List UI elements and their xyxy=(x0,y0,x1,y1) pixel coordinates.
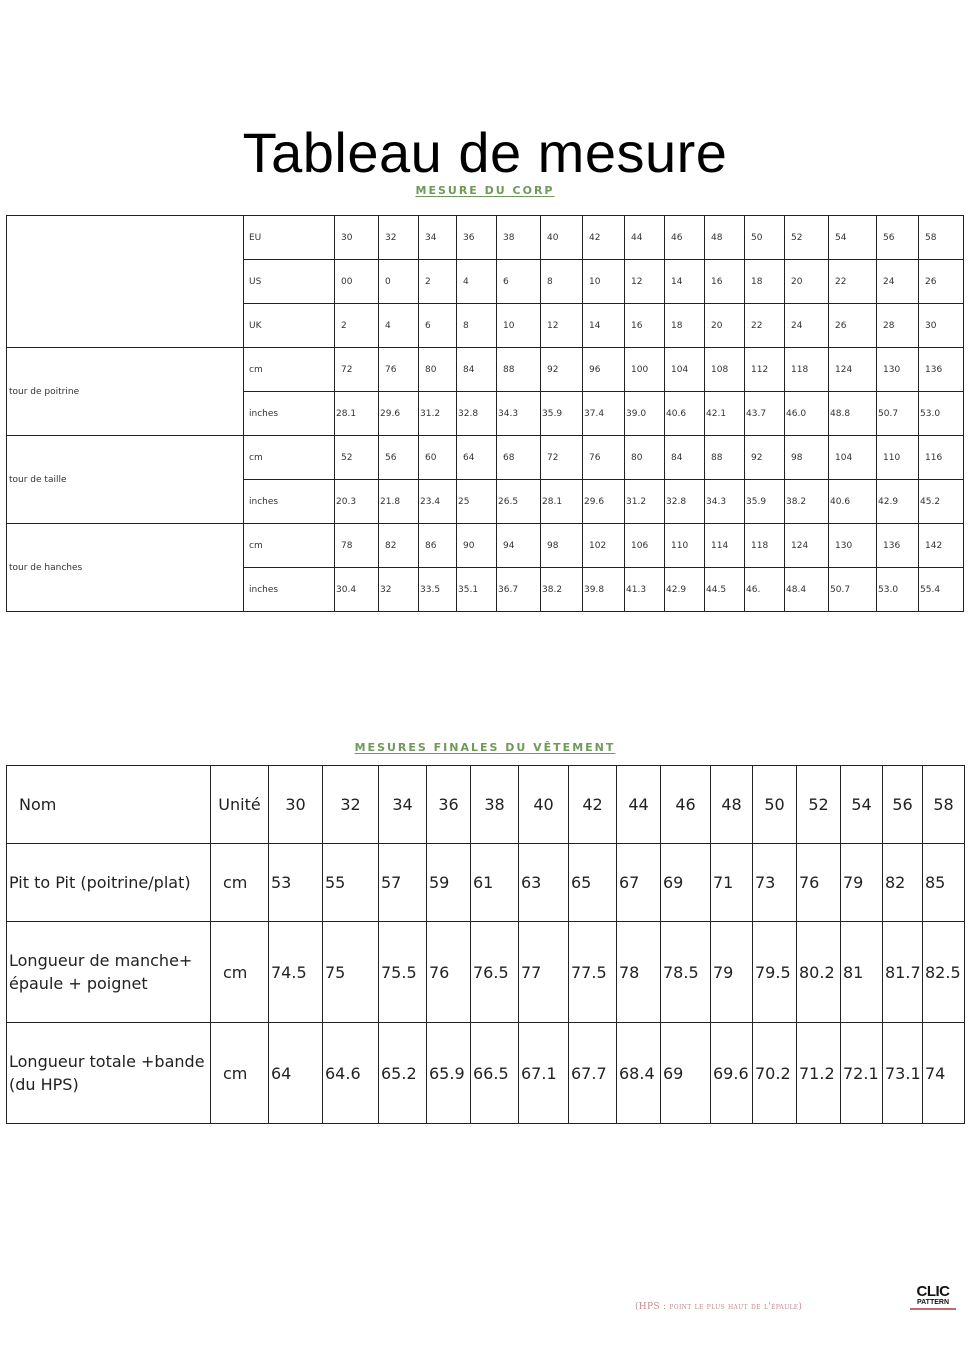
size-cell: 52 xyxy=(785,216,829,260)
value-cell: 29.6 xyxy=(583,480,625,524)
value-cell: 20.3 xyxy=(335,480,379,524)
value-cell: 41.3 xyxy=(625,568,665,612)
value-cell: 42.1 xyxy=(705,392,745,436)
value-cell: 29.6 xyxy=(379,392,419,436)
size-cell: 2 xyxy=(335,304,379,348)
value-cell: 39.8 xyxy=(583,568,625,612)
value-cell: 102 xyxy=(583,524,625,568)
garment-value: 69.6 xyxy=(711,1023,753,1124)
garment-value: 71 xyxy=(711,844,753,922)
value-cell: 78 xyxy=(335,524,379,568)
size-cell: 30 xyxy=(919,304,964,348)
size-cell: 4 xyxy=(379,304,419,348)
measurement-name: tour de hanches xyxy=(7,524,244,612)
value-cell: 88 xyxy=(705,436,745,480)
garment-value: 65.2 xyxy=(379,1023,427,1124)
size-cell: 22 xyxy=(829,260,877,304)
value-cell: 33.5 xyxy=(419,568,457,612)
garment-value: 66.5 xyxy=(471,1023,519,1124)
header-size: 32 xyxy=(323,766,379,844)
size-cell: 24 xyxy=(785,304,829,348)
garment-value: 75 xyxy=(323,922,379,1023)
value-cell: 130 xyxy=(877,348,919,392)
value-cell: 21.8 xyxy=(379,480,419,524)
value-cell: 37.4 xyxy=(583,392,625,436)
size-system-label: UK xyxy=(244,304,335,348)
value-cell: 92 xyxy=(541,348,583,392)
value-cell: 23.4 xyxy=(419,480,457,524)
size-cell: 16 xyxy=(625,304,665,348)
value-cell: 38.2 xyxy=(541,568,583,612)
header-size: 54 xyxy=(841,766,883,844)
garment-value: 65 xyxy=(569,844,617,922)
value-cell: 55.4 xyxy=(919,568,964,612)
garment-unit: cm xyxy=(211,844,269,922)
value-cell: 98 xyxy=(541,524,583,568)
clic-pattern-logo xyxy=(910,1285,956,1310)
value-cell: 108 xyxy=(705,348,745,392)
body-measurements-heading: MESURE DU CORP xyxy=(415,184,555,197)
garment-value: 76 xyxy=(427,922,471,1023)
value-cell: 68 xyxy=(497,436,541,480)
logo-line2: PATTERN xyxy=(910,1299,956,1310)
header-unit: Unité xyxy=(211,766,269,844)
value-cell: 76 xyxy=(379,348,419,392)
value-cell: 40.6 xyxy=(665,392,705,436)
value-cell: 124 xyxy=(829,348,877,392)
value-cell: 98 xyxy=(785,436,829,480)
size-cell: 40 xyxy=(541,216,583,260)
garment-value: 82 xyxy=(883,844,923,922)
value-cell: 45.2 xyxy=(919,480,964,524)
garment-measurements-heading: MESURES FINALES DU VÊTEMENT xyxy=(354,741,616,754)
garment-measure-name: Longueur de manche+ épaule + poignet xyxy=(7,922,211,1023)
garment-value: 69 xyxy=(661,844,711,922)
garment-value: 73.1 xyxy=(883,1023,923,1124)
garment-value: 72.1 xyxy=(841,1023,883,1124)
unit-label: cm xyxy=(244,348,335,392)
size-cell: 0 xyxy=(379,260,419,304)
garment-value: 73 xyxy=(753,844,797,922)
value-cell: 31.2 xyxy=(625,480,665,524)
value-cell: 28.1 xyxy=(541,480,583,524)
value-cell: 52 xyxy=(335,436,379,480)
value-cell: 88 xyxy=(497,348,541,392)
measurement-name: tour de taille xyxy=(7,436,244,524)
header-size: 40 xyxy=(519,766,569,844)
measurement-row xyxy=(7,348,964,392)
header-size: 46 xyxy=(661,766,711,844)
garment-value: 79 xyxy=(841,844,883,922)
value-cell: 80 xyxy=(625,436,665,480)
value-cell: 48.8 xyxy=(829,392,877,436)
header-size: 48 xyxy=(711,766,753,844)
header-size: 30 xyxy=(269,766,323,844)
garment-value: 80.2 xyxy=(797,922,841,1023)
value-cell: 26.5 xyxy=(497,480,541,524)
blank-corner-cell xyxy=(7,216,244,348)
value-cell: 76 xyxy=(583,436,625,480)
size-cell: 12 xyxy=(541,304,583,348)
garment-value: 74 xyxy=(923,1023,965,1124)
size-cell: 56 xyxy=(877,216,919,260)
value-cell: 34.3 xyxy=(705,480,745,524)
size-cell: 46 xyxy=(665,216,705,260)
value-cell: 60 xyxy=(419,436,457,480)
value-cell: 39.0 xyxy=(625,392,665,436)
value-cell: 112 xyxy=(745,348,785,392)
garment-measurements-table xyxy=(6,765,965,1124)
value-cell: 92 xyxy=(745,436,785,480)
garment-value: 63 xyxy=(519,844,569,922)
value-cell: 136 xyxy=(919,348,964,392)
garment-value: 81 xyxy=(841,922,883,1023)
value-cell: 82 xyxy=(379,524,419,568)
garment-value: 67.1 xyxy=(519,1023,569,1124)
size-cell: 6 xyxy=(497,260,541,304)
garment-value: 64 xyxy=(269,1023,323,1124)
value-cell: 72 xyxy=(335,348,379,392)
garment-value: 59 xyxy=(427,844,471,922)
value-cell: 36.7 xyxy=(497,568,541,612)
garment-row xyxy=(7,922,965,1023)
garment-measure-name: Pit to Pit (poitrine/plat) xyxy=(7,844,211,922)
header-size: 50 xyxy=(753,766,797,844)
size-cell: 50 xyxy=(745,216,785,260)
size-cell: 36 xyxy=(457,216,497,260)
value-cell: 90 xyxy=(457,524,497,568)
size-system-label: US xyxy=(244,260,335,304)
size-cell: 16 xyxy=(705,260,745,304)
size-cell: 38 xyxy=(497,216,541,260)
garment-value: 79.5 xyxy=(753,922,797,1023)
value-cell: 124 xyxy=(785,524,829,568)
size-cell: 00 xyxy=(335,260,379,304)
header-size: 42 xyxy=(569,766,617,844)
garment-value: 81.7 xyxy=(883,922,923,1023)
size-cell: 24 xyxy=(877,260,919,304)
value-cell: 44.5 xyxy=(705,568,745,612)
size-cell: 8 xyxy=(457,304,497,348)
hps-footnote: (HPS : point le plus haut de l'épaule) xyxy=(635,1302,803,1312)
value-cell: 40.6 xyxy=(829,480,877,524)
garment-row xyxy=(7,1023,965,1124)
unit-label: inches xyxy=(244,568,335,612)
garment-value: 68.4 xyxy=(617,1023,661,1124)
value-cell: 43.7 xyxy=(745,392,785,436)
garment-row xyxy=(7,844,965,922)
size-system-row xyxy=(7,216,964,260)
garment-value: 61 xyxy=(471,844,519,922)
value-cell: 142 xyxy=(919,524,964,568)
value-cell: 50.7 xyxy=(877,392,919,436)
garment-value: 76.5 xyxy=(471,922,519,1023)
size-cell: 26 xyxy=(919,260,964,304)
size-cell: 10 xyxy=(497,304,541,348)
value-cell: 84 xyxy=(665,436,705,480)
value-cell: 48.4 xyxy=(785,568,829,612)
garment-value: 64.6 xyxy=(323,1023,379,1124)
value-cell: 50.7 xyxy=(829,568,877,612)
value-cell: 110 xyxy=(877,436,919,480)
value-cell: 56 xyxy=(379,436,419,480)
unit-label: inches xyxy=(244,480,335,524)
value-cell: 64 xyxy=(457,436,497,480)
value-cell: 100 xyxy=(625,348,665,392)
value-cell: 32.8 xyxy=(665,480,705,524)
size-cell: 14 xyxy=(665,260,705,304)
garment-value: 67.7 xyxy=(569,1023,617,1124)
size-cell: 12 xyxy=(625,260,665,304)
garment-value: 69 xyxy=(661,1023,711,1124)
size-cell: 54 xyxy=(829,216,877,260)
size-cell: 22 xyxy=(745,304,785,348)
value-cell: 35.1 xyxy=(457,568,497,612)
garment-measure-name: Longueur totale +bande (du HPS) xyxy=(7,1023,211,1124)
value-cell: 84 xyxy=(457,348,497,392)
garment-unit: cm xyxy=(211,1023,269,1124)
garment-value: 78.5 xyxy=(661,922,711,1023)
value-cell: 32.8 xyxy=(457,392,497,436)
size-cell: 26 xyxy=(829,304,877,348)
size-cell: 18 xyxy=(665,304,705,348)
garment-header-row xyxy=(7,766,965,844)
page-title: Tableau de mesure xyxy=(242,121,728,184)
garment-value: 74.5 xyxy=(269,922,323,1023)
size-cell: 58 xyxy=(919,216,964,260)
value-cell: 46. xyxy=(745,568,785,612)
size-cell: 2 xyxy=(419,260,457,304)
value-cell: 32 xyxy=(379,568,419,612)
unit-label: cm xyxy=(244,524,335,568)
value-cell: 25 xyxy=(457,480,497,524)
size-cell: 20 xyxy=(785,260,829,304)
garment-value: 71.2 xyxy=(797,1023,841,1124)
size-cell: 32 xyxy=(379,216,419,260)
size-cell: 18 xyxy=(745,260,785,304)
value-cell: 46.0 xyxy=(785,392,829,436)
garment-value: 78 xyxy=(617,922,661,1023)
value-cell: 118 xyxy=(785,348,829,392)
garment-value: 85 xyxy=(923,844,965,922)
size-cell: 28 xyxy=(877,304,919,348)
size-cell: 14 xyxy=(583,304,625,348)
value-cell: 104 xyxy=(829,436,877,480)
value-cell: 130 xyxy=(829,524,877,568)
garment-value: 79 xyxy=(711,922,753,1023)
value-cell: 116 xyxy=(919,436,964,480)
size-cell: 42 xyxy=(583,216,625,260)
garment-value: 76 xyxy=(797,844,841,922)
size-cell: 20 xyxy=(705,304,745,348)
value-cell: 104 xyxy=(665,348,705,392)
size-cell: 44 xyxy=(625,216,665,260)
garment-value: 67 xyxy=(617,844,661,922)
header-size: 44 xyxy=(617,766,661,844)
size-cell: 34 xyxy=(419,216,457,260)
value-cell: 30.4 xyxy=(335,568,379,612)
garment-value: 53 xyxy=(269,844,323,922)
value-cell: 53.0 xyxy=(877,568,919,612)
header-size: 58 xyxy=(923,766,965,844)
garment-value: 55 xyxy=(323,844,379,922)
value-cell: 80 xyxy=(419,348,457,392)
garment-value: 65.9 xyxy=(427,1023,471,1124)
logo-line1: CLIC xyxy=(916,1283,950,1300)
value-cell: 28.1 xyxy=(335,392,379,436)
value-cell: 94 xyxy=(497,524,541,568)
garment-value: 77.5 xyxy=(569,922,617,1023)
value-cell: 96 xyxy=(583,348,625,392)
garment-value: 82.5 xyxy=(923,922,965,1023)
header-size: 52 xyxy=(797,766,841,844)
value-cell: 35.9 xyxy=(541,392,583,436)
value-cell: 110 xyxy=(665,524,705,568)
header-size: 38 xyxy=(471,766,519,844)
garment-unit: cm xyxy=(211,922,269,1023)
measurement-name: tour de poitrine xyxy=(7,348,244,436)
size-cell: 48 xyxy=(705,216,745,260)
size-cell: 8 xyxy=(541,260,583,304)
size-system-label: EU xyxy=(244,216,335,260)
garment-value: 75.5 xyxy=(379,922,427,1023)
value-cell: 42.9 xyxy=(665,568,705,612)
value-cell: 114 xyxy=(705,524,745,568)
size-cell: 10 xyxy=(583,260,625,304)
value-cell: 31.2 xyxy=(419,392,457,436)
garment-value: 70.2 xyxy=(753,1023,797,1124)
value-cell: 118 xyxy=(745,524,785,568)
value-cell: 106 xyxy=(625,524,665,568)
value-cell: 136 xyxy=(877,524,919,568)
value-cell: 38.2 xyxy=(785,480,829,524)
header-size: 34 xyxy=(379,766,427,844)
size-cell: 30 xyxy=(335,216,379,260)
header-name: Nom xyxy=(7,766,211,844)
size-cell: 6 xyxy=(419,304,457,348)
header-size: 36 xyxy=(427,766,471,844)
unit-label: cm xyxy=(244,436,335,480)
value-cell: 42.9 xyxy=(877,480,919,524)
measurement-row xyxy=(7,436,964,480)
value-cell: 86 xyxy=(419,524,457,568)
unit-label: inches xyxy=(244,392,335,436)
value-cell: 53.0 xyxy=(919,392,964,436)
value-cell: 72 xyxy=(541,436,583,480)
value-cell: 34.3 xyxy=(497,392,541,436)
header-size: 56 xyxy=(883,766,923,844)
garment-value: 57 xyxy=(379,844,427,922)
value-cell: 35.9 xyxy=(745,480,785,524)
garment-value: 77 xyxy=(519,922,569,1023)
measurement-row xyxy=(7,524,964,568)
size-cell: 4 xyxy=(457,260,497,304)
body-measurements-table xyxy=(6,215,964,612)
